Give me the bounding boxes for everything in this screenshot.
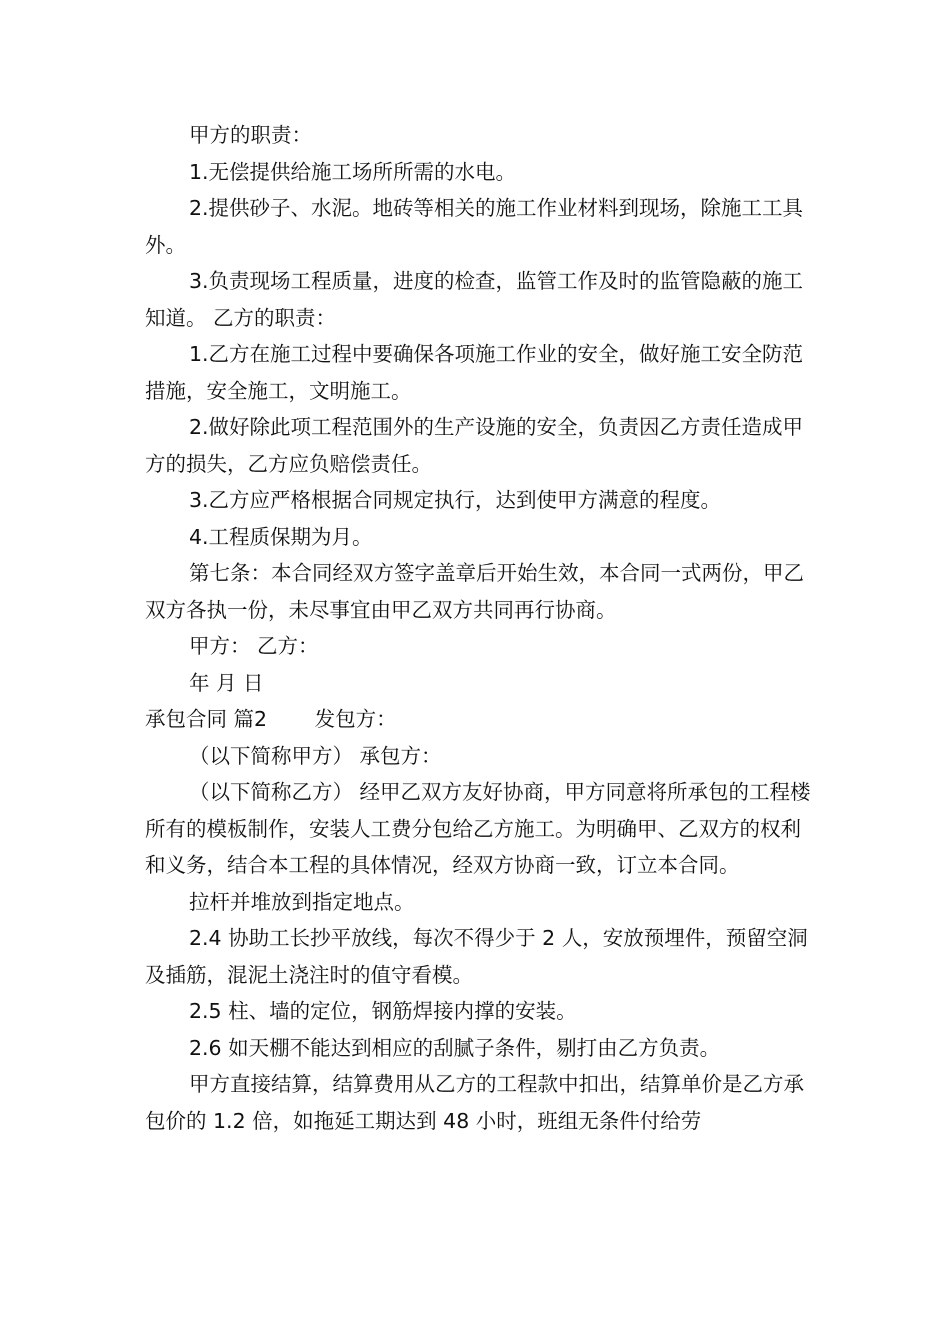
paragraph: 2.5 柱、墙的定位，钢筋焊接内撑的安装。 bbox=[189, 999, 577, 1023]
paragraph: 1.无偿提供给施工场所所需的水电。 bbox=[189, 159, 517, 184]
paragraph: 甲方直接结算，结算费用从乙方的工程款中扣出，结算单价是乙方承包价的 1.2 倍，如拖延工期达到 48 小时，班组无条件付给劳 bbox=[145, 1072, 804, 1133]
paragraph: 第七条：本合同经双方签字盖章后开始生效，本合同一式两份，甲乙双方各执一份，未尽事宜由甲乙双方共同再行协商。 bbox=[145, 561, 804, 622]
paragraph: 4.工程质保期为月。 bbox=[189, 524, 373, 549]
paragraph: （以下简称甲方） 承包方： bbox=[189, 743, 442, 768]
section-heading: 承包合同 篇2 发包方： bbox=[145, 707, 397, 731]
paragraph: 2.4 协助工长抄平放线，每次不得少于 2 人，安放预埋件，预留空洞及插筋，混泥土浇注时的值守看模。 bbox=[145, 926, 808, 987]
paragraph: （以下简称乙方） 经甲乙双方友好协商，甲方同意将所承包的工程楼所有的模板制作，安装人工费分包给乙方施工。为明确甲、乙双方的权利和义务，结合本工程的具体情况，经双方协商一致，订立本合同。 bbox=[145, 780, 811, 877]
paragraph: 3.负责现场工程质量，进度的检查，监管工作及时的监管隐蔽的施工知道。 乙方的职责： bbox=[145, 269, 804, 330]
document-body bbox=[145, 117, 815, 1139]
paragraph: 拉杆并堆放到指定地点。 bbox=[189, 889, 415, 914]
paragraph: 2.6 如天棚不能达到相应的刮腻子条件，剔打由乙方负责。 bbox=[189, 1035, 721, 1060]
paragraph: 3.乙方应严格根据合同规定执行，达到使甲方满意的程度。 bbox=[189, 488, 722, 512]
date-line: 年 月 日 bbox=[189, 670, 264, 695]
paragraph: 1.乙方在施工过程中要确保各项施工作业的安全，做好施工安全防范措施，安全施工，文明施工。 bbox=[145, 342, 804, 403]
paragraph: 2.做好除此项工程范围外的生产设施的安全，负责因乙方责任造成甲方的损失，乙方应负赔偿责任。 bbox=[145, 415, 804, 476]
signature-line: 甲方： 乙方： bbox=[189, 634, 319, 658]
paragraph: 2.提供砂子、水泥。地砖等相关的施工作业材料到现场，除施工工具外。 bbox=[145, 196, 804, 257]
paragraph: 甲方的职责： bbox=[189, 123, 312, 147]
